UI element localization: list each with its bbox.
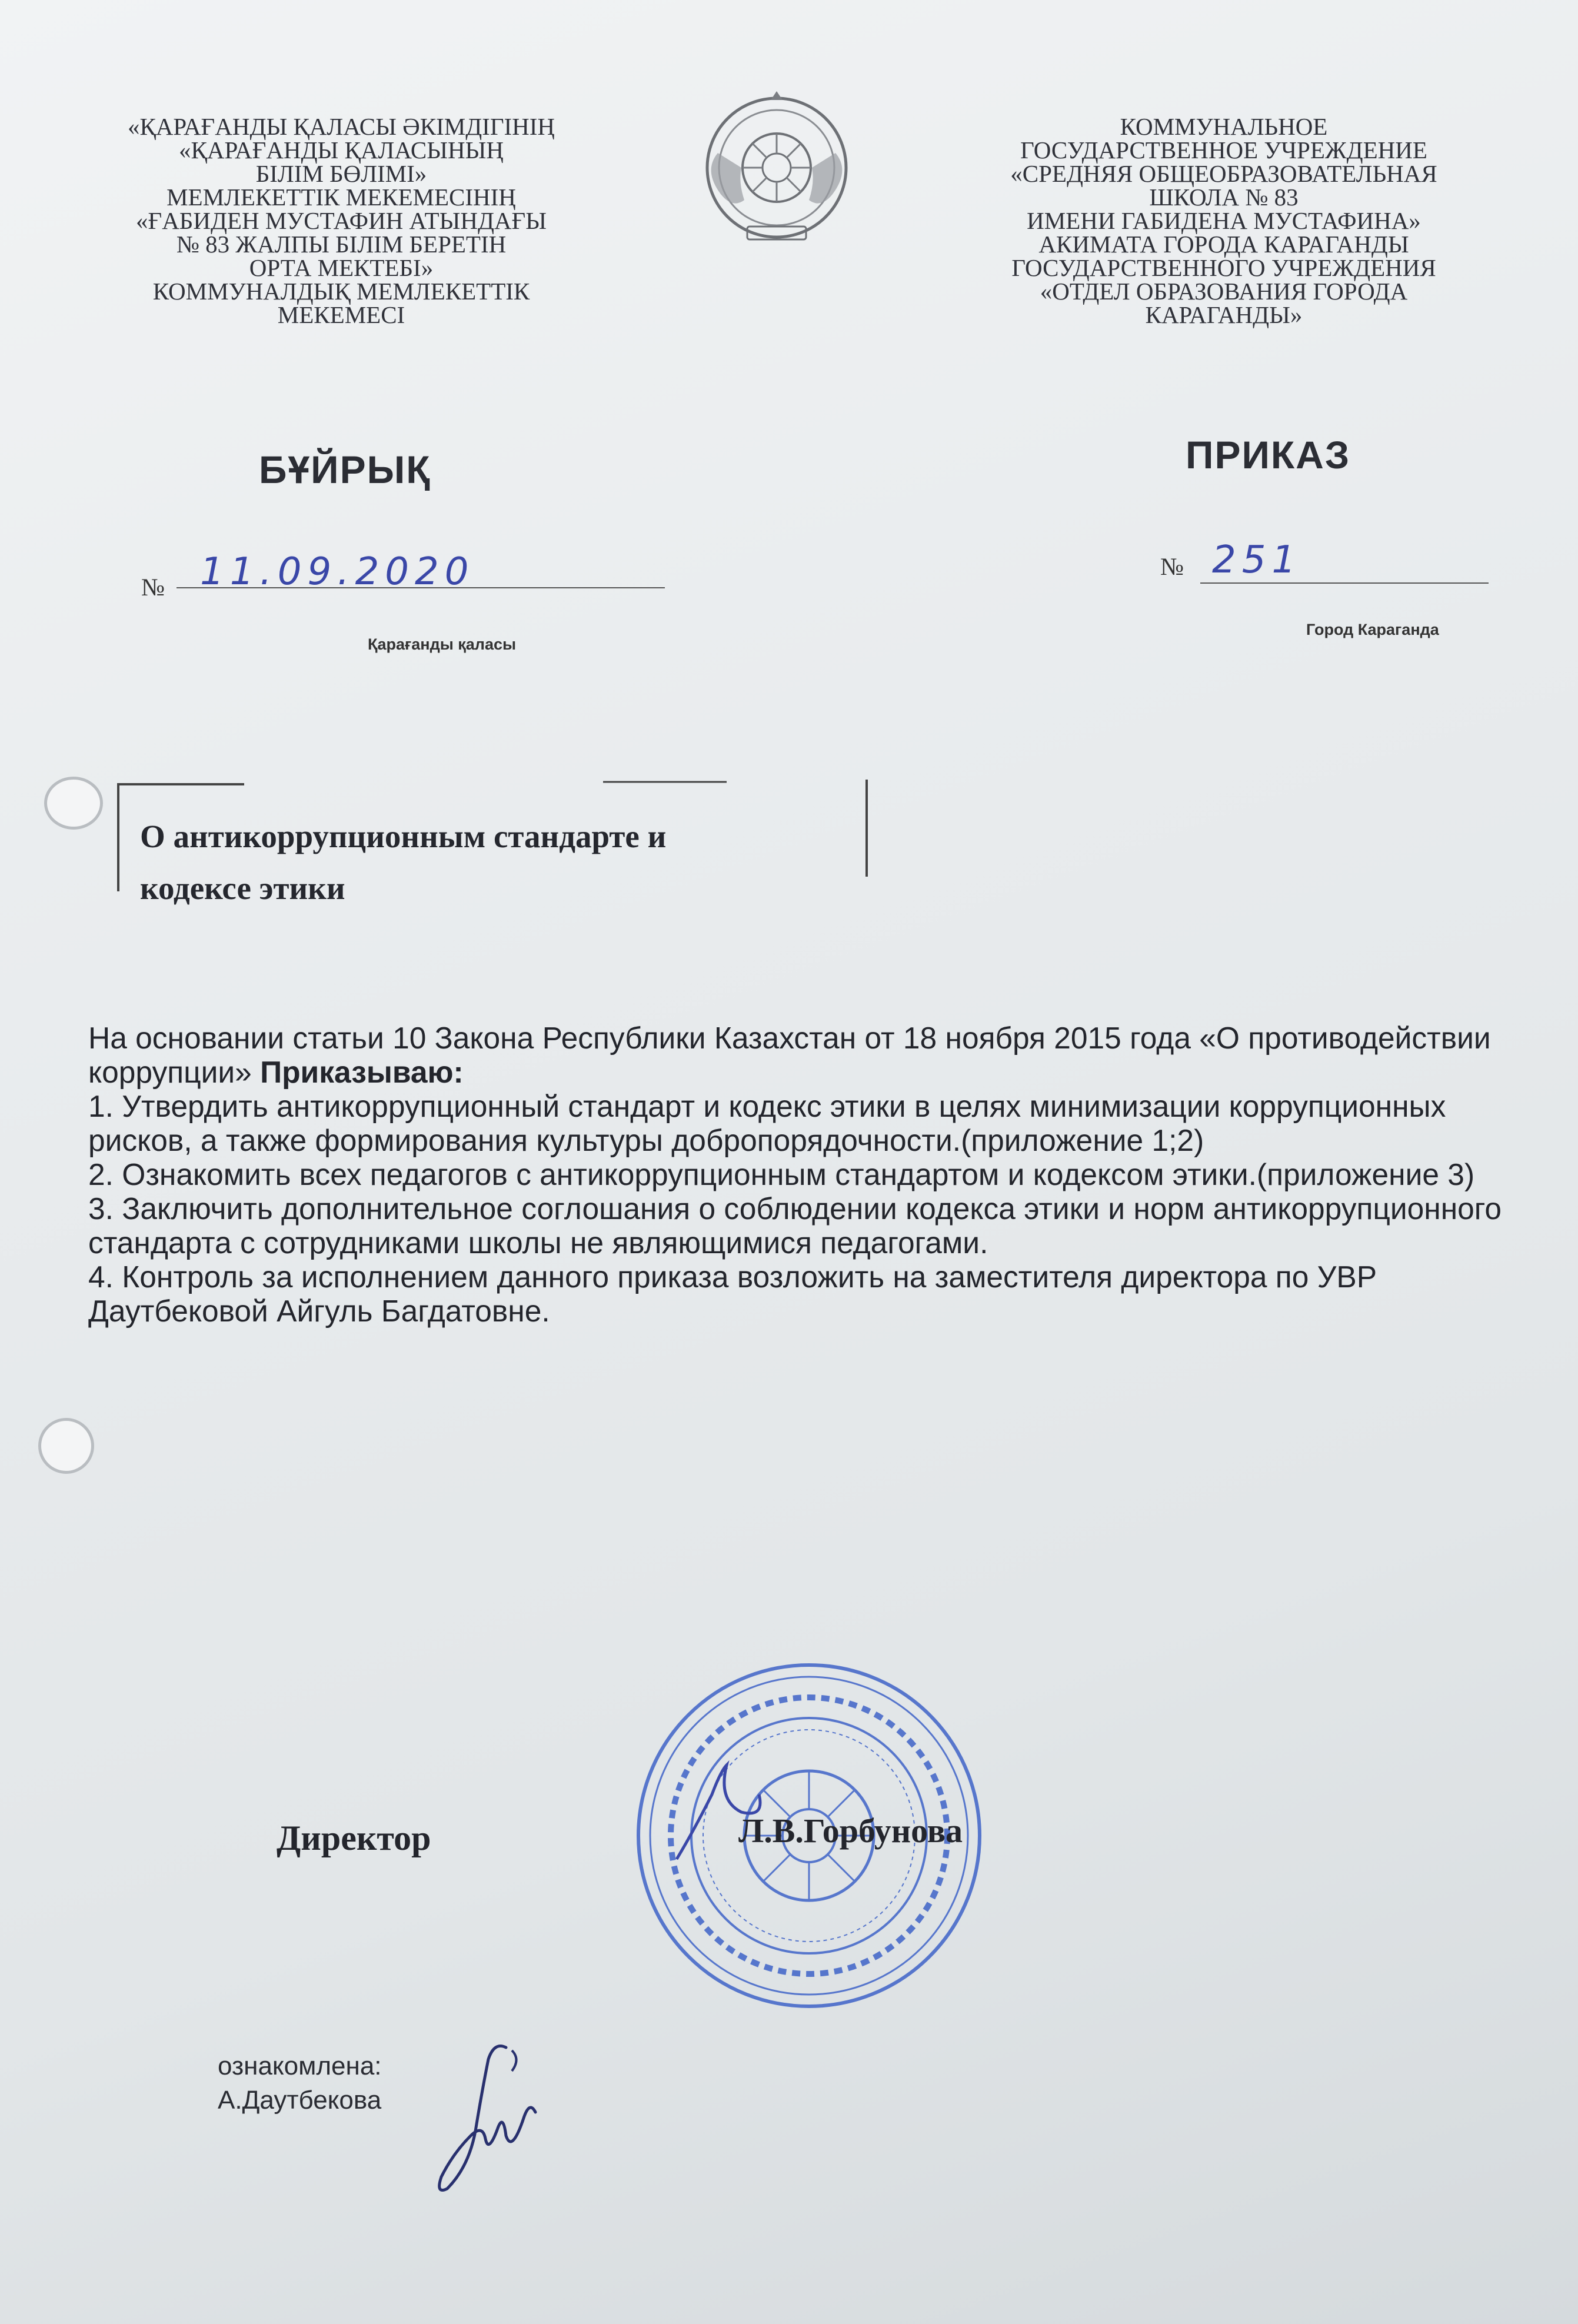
kazakhstan-emblem-icon xyxy=(683,88,871,247)
header-org-kz: «ҚАРАҒАНДЫ ҚАЛАСЫ ӘКІМДІГІНІҢ «ҚАРАҒАНДЫ ҚАЛАСЫНЫҢ БІЛІМ БӨЛІМІ» МЕМЛЕКЕТТІК МЕКЕМЕСІНІҢ «ҒАБИДЕН МУСТАФИН АТЫНДАҒЫ № 83 ЖАЛПЫ БІЛІМ БЕРЕТІН ОРТА МЕКТЕБІ» КОММУНАЛДЫҚ МЕМЛЕКЕТТІК МЕКЕМЕСІ xyxy=(127,113,555,328)
number-line xyxy=(1200,582,1489,584)
acknowledged-name: А.Даутбекова xyxy=(218,2086,382,2115)
body-item-3: 3. Заключить дополнительное соглошания о соблюдении кодекса этики и норм антикоррупционного стандарта с сотрудниками школы не являющимися педагогами. xyxy=(88,1191,1502,1260)
body-item-2: 2. Ознакомить всех педагогов с антикоррупционным стандартом и кодексом этики.(приложение 3) xyxy=(88,1157,1475,1191)
body-intro-text: На основании статьи 10 Закона Республики Казахстан от 18 ноября 2015 года «О противодействии коррупции» xyxy=(88,1021,1491,1089)
order-number-handwritten: 251 xyxy=(1212,538,1302,582)
punch-hole-bottom xyxy=(38,1418,94,1474)
director-name: Л.В.Горбунова xyxy=(738,1812,963,1850)
city-kz: Қарағанды қаласы xyxy=(368,635,517,653)
body-intro-bold: Приказываю: xyxy=(260,1055,464,1089)
body-item-1: 1. Утвердить антикоррупционный стандарт и кодекс этики в целях минимизации коррупционных рисков, а также формирования культуры добропорядочности.(приложение 1;2) xyxy=(88,1089,1446,1157)
header-org-ru: КОММУНАЛЬНОЕ ГОСУДАРСТВЕННОЕ УЧРЕЖДЕНИЕ «СРЕДНЯЯ ОБЩЕОБРАЗОВАТЕЛЬНАЯ ШКОЛА № 83 ИМЕНИ ГАБИДЕНА МУСТАФИНА» АКИМАТА ГОРОДА КАРАГАНДЫ ГОСУДАРСТВЕННОГО УЧРЕЖДЕНИЯ «ОТДЕЛ ОБРАЗОВАНИЯ ГОРОДА КАРАГАНДЫ» xyxy=(1010,113,1437,328)
order-subject: О антикоррупционным стандарте и кодексе этики xyxy=(140,818,667,906)
body-intro xyxy=(88,1021,1547,1089)
order-body xyxy=(88,1021,1547,1328)
order-title-ru: ПРИКАЗ xyxy=(1186,433,1351,477)
punch-hole-top xyxy=(44,777,103,830)
acknowledged-label: ознакомлена: xyxy=(218,2052,382,2080)
order-date-handwritten: 11.09.2020 xyxy=(200,550,475,594)
handwritten-signature-icon xyxy=(424,2036,553,2200)
city-ru: Город Караганда xyxy=(1306,621,1439,638)
director-title: Директор xyxy=(277,1819,431,1857)
number-sign-left: № xyxy=(141,574,165,601)
body-item-4: 4. Контроль за исполнением данного приказа возложить на заместителя директора по УВР Даутбековой Айгуль Багдатовне. xyxy=(88,1260,1377,1328)
order-title-kz: БҰЙРЫҚ xyxy=(259,448,431,491)
number-sign-right: № xyxy=(1160,554,1184,581)
